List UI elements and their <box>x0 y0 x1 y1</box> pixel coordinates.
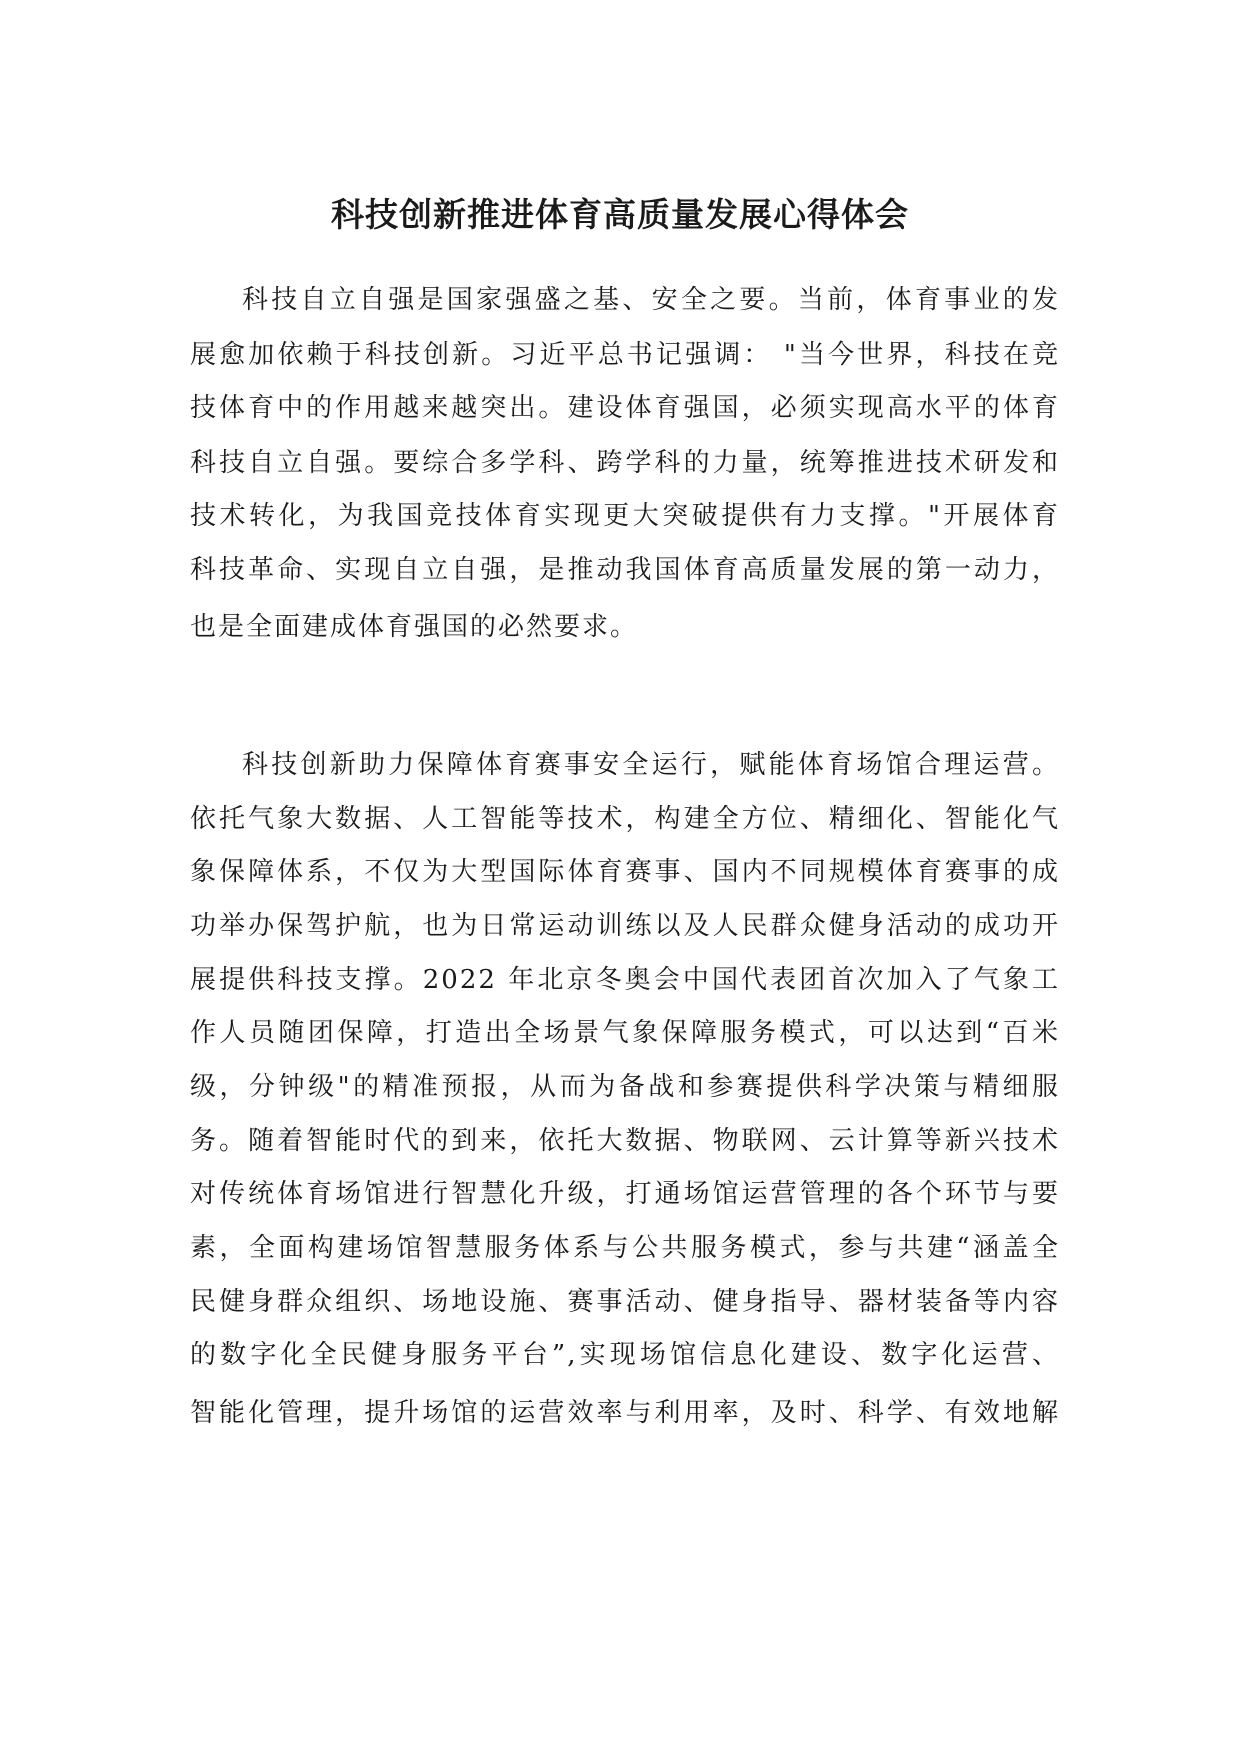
paragraph-line: 展提供科技支撑。2022 年北京冬奥会中国代表团首次加入了气象工 <box>190 965 1060 995</box>
paragraph-line: 民健身群众组织、场地设施、赛事活动、健身指导、器材装备等内容 <box>190 1287 1060 1317</box>
paragraph-line: 对传统体育场馆进行智慧化升级，打通场馆运营管理的各个环节与要 <box>190 1179 1060 1209</box>
paragraph-line: 智能化管理，提升场馆的运营效率与利用率，及时、科学、有效地解 <box>190 1398 1060 1428</box>
paragraph-line: 作人员随团保障，打造出全场景气象保障服务模式，可以达到“百米 <box>190 1018 1060 1048</box>
paragraph-line: 科技创新助力保障体育赛事安全运行，赋能体育场馆合理运营。 <box>242 750 1060 780</box>
paragraph-line: 科技自立自强是国家强盛之基、安全之要。当前，体育事业的发 <box>242 285 1060 315</box>
paragraph-line: 技体育中的作用越来越突出。建设体育强国，必须实现高水平的体育 <box>190 393 1060 423</box>
paragraph-line: 科技自立自强。要综合多学科、跨学科的力量，统筹推进技术研发和 <box>190 448 1060 478</box>
paragraph-line: 依托气象大数据、人工智能等技术，构建全方位、精细化、智能化气 <box>190 804 1060 834</box>
paragraph-line: 技术转化，为我国竞技体育实现更大突破提供有力支撑。"开展体育 <box>190 501 1060 531</box>
paragraph-line: 也是全面建成体育强国的必然要求。 <box>190 612 639 642</box>
paragraph-line: 级，分钟级"的精准预报，从而为备战和参赛提供科学决策与精细服 <box>190 1072 1060 1102</box>
paragraph-line: 务。随着智能时代的到来，依托大数据、物联网、云计算等新兴技术 <box>190 1126 1060 1156</box>
paragraph-line: 的数字化全民健身服务平台”,实现场馆信息化建设、数字化运营、 <box>190 1340 1060 1370</box>
paragraph-line: 象保障体系，不仅为大型国际体育赛事、国内不同规模体育赛事的成 <box>190 857 1060 887</box>
paragraph-line: 素，全面构建场馆智慧服务体系与公共服务模式，参与共建“涵盖全 <box>190 1233 1060 1263</box>
paragraph-line: 科技革命、实现自立自强，是推动我国体育高质量发展的第一动力， <box>190 555 1060 585</box>
paragraph-line: 功举办保驾护航，也为日常运动训练以及人民群众健身活动的成功开 <box>190 911 1060 941</box>
document-title: 科技创新推进体育高质量发展心得体会 <box>331 195 909 234</box>
paragraph-line: 展愈加依赖于科技创新。习近平总书记强调： "当今世界，科技在竞 <box>190 340 1060 370</box>
